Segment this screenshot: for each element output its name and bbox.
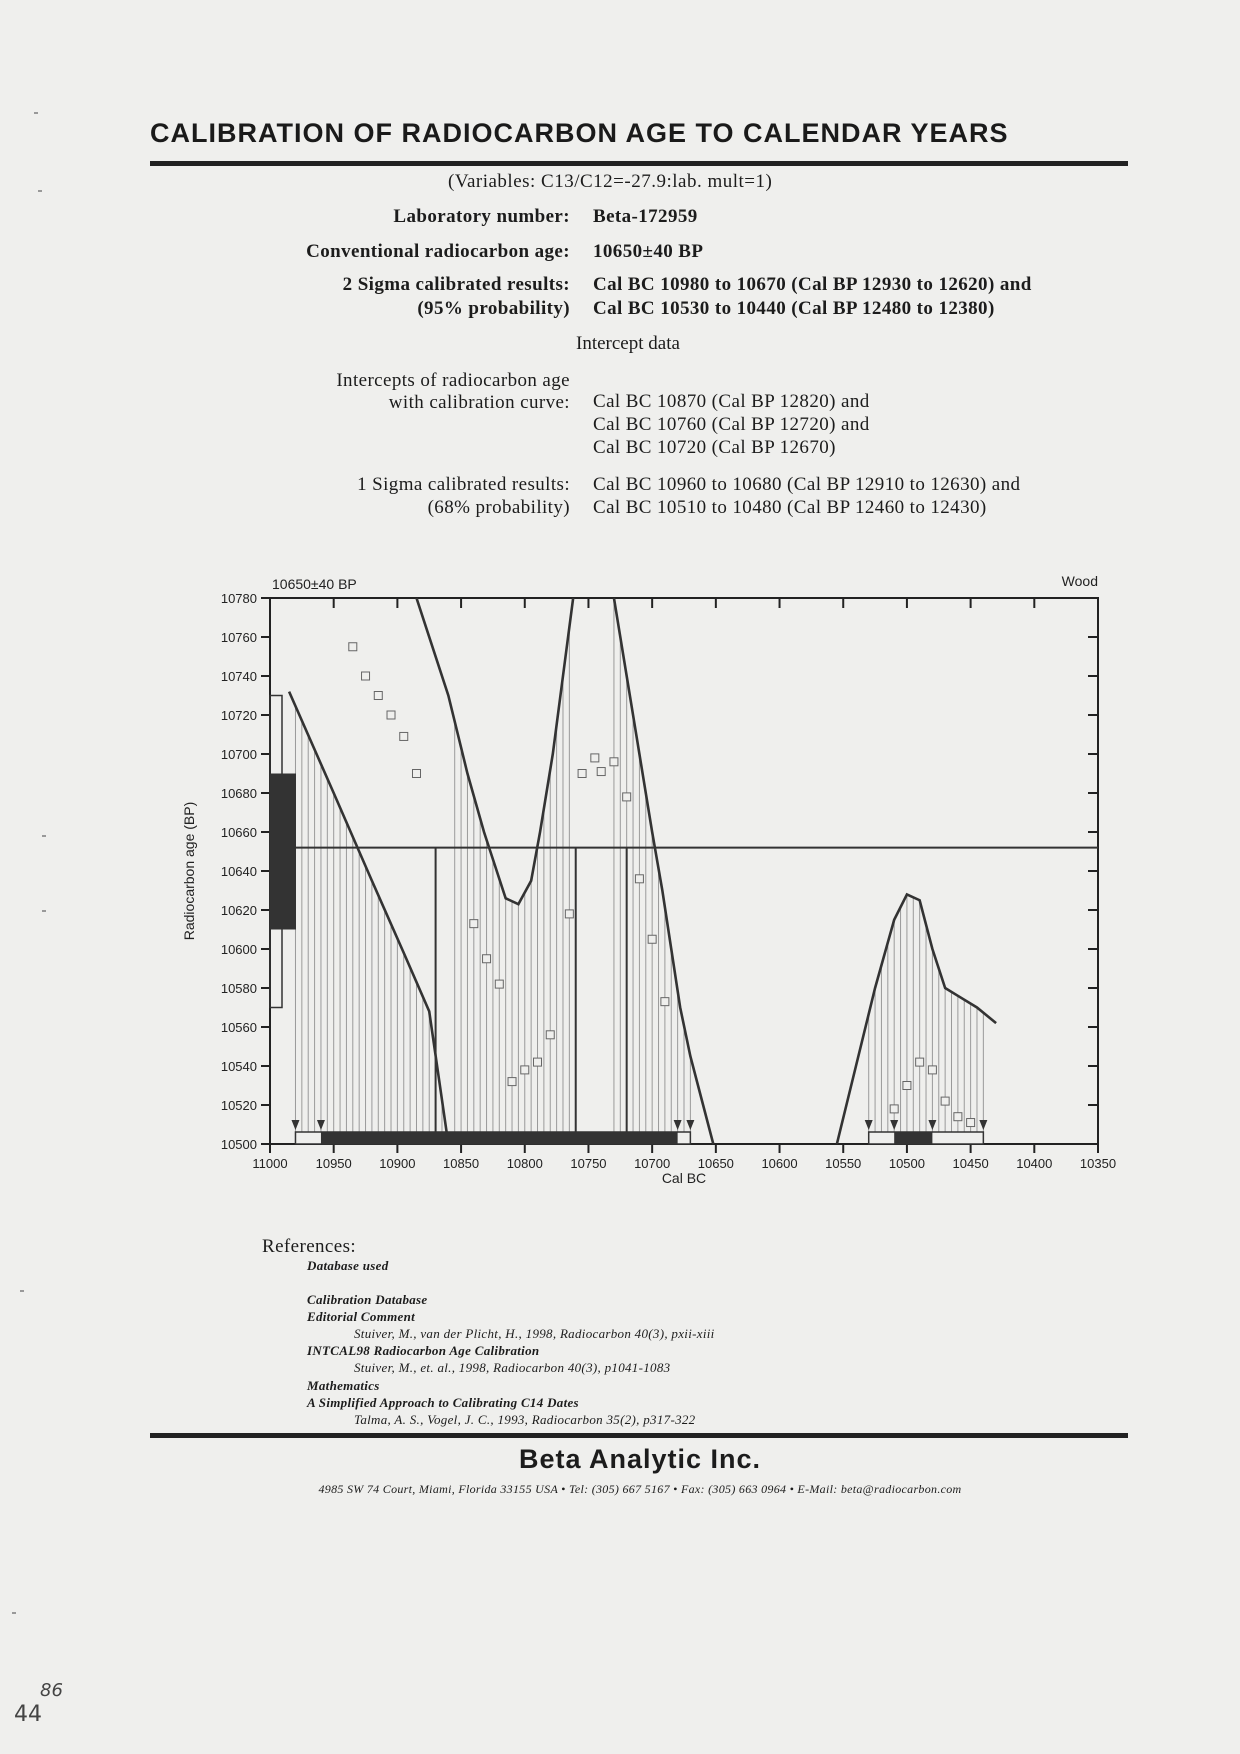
x-tick-label: 10700 (634, 1156, 671, 1171)
y-tick-label: 10780 (220, 591, 257, 606)
range-marker (890, 1120, 898, 1130)
calibration-point (954, 1113, 962, 1121)
calibration-curve (289, 598, 996, 1144)
range-marker (865, 1120, 873, 1130)
y-tick-label: 10760 (220, 630, 257, 645)
lab-number-label: Laboratory number: (393, 206, 570, 227)
scan-speck (12, 1612, 16, 1614)
y-axis-label: Radiocarbon age (BP) (181, 801, 197, 941)
x-tick-label: 10950 (315, 1156, 352, 1171)
intercept-line2: Cal BC 10760 (Cal BP 12720) and (593, 414, 870, 435)
two-sigma-line1: Cal BC 10980 to 10670 (Cal BP 12930 to 12620) and (593, 274, 1032, 295)
calibration-point (349, 643, 357, 651)
x-tick-label: 10350 (1079, 1156, 1117, 1171)
ref-citation-2: Stuiver, M., et. al., 1998, Radiocarbon 40(3), p1041-1083 (354, 1360, 671, 1375)
x-tick-label: 10800 (506, 1156, 543, 1171)
two-sigma-prob: (95% probability) (417, 298, 570, 319)
intercepts-label-1: Intercepts of radiocarbon age (336, 370, 570, 391)
intercept-line3: Cal BC 10720 (Cal BP 12670) (593, 437, 836, 458)
x-tick-label: 10650 (697, 1156, 734, 1171)
calibration-point (412, 770, 420, 778)
calibration-point (635, 875, 643, 883)
calibration-curve-segment (837, 894, 996, 1144)
x-tick-label: 10850 (442, 1156, 480, 1171)
x-tick-label: 10750 (570, 1156, 607, 1171)
calibration-point (534, 1058, 542, 1066)
calibration-point (400, 732, 408, 740)
range-marker (291, 1120, 299, 1130)
variables-line: (Variables: C13/C12=-27.9:lab. mult=1) (448, 171, 773, 192)
calibration-curve-segment (614, 598, 713, 1144)
x-axis-label: Cal BC (661, 1170, 707, 1186)
calibration-point (890, 1105, 898, 1113)
y-tick-label: 10600 (220, 942, 257, 957)
x-tick-label: 10500 (888, 1156, 926, 1171)
two-sigma-label: 2 Sigma calibrated results: (342, 274, 570, 295)
sigma1-age-band (270, 774, 296, 930)
ref-intcal: INTCAL98 Radiocarbon Age Calibration (307, 1343, 540, 1358)
one-sigma-line1: Cal BC 10960 to 10680 (Cal BP 12910 to 12630) and (593, 474, 1021, 495)
calibration-point (591, 754, 599, 762)
calibration-point (928, 1066, 936, 1074)
y-tick-label: 10560 (220, 1020, 257, 1035)
calibration-point (648, 935, 656, 943)
calibration-point (495, 980, 503, 988)
x-tick-label: 10550 (825, 1156, 862, 1171)
range-marker (928, 1120, 936, 1130)
report-title: CALIBRATION OF RADIOCARBON AGE TO CALENDAR YEARS (150, 118, 1009, 148)
x-tick-label: 11000 (252, 1156, 288, 1171)
y-tick-label: 10640 (220, 864, 257, 879)
y-tick-label: 10680 (220, 786, 257, 801)
ref-citation-1: Stuiver, M., van der Plicht, H., 1998, Radiocarbon 40(3), pxii-xiii (354, 1326, 715, 1341)
handwritten-page-b: 44 (14, 1702, 42, 1727)
y-tick-label: 10740 (220, 669, 257, 684)
y-tick-label: 10660 (220, 825, 257, 840)
ref-mathematics: Mathematics (307, 1378, 380, 1393)
calibration-point (374, 692, 382, 700)
calibration-point (565, 910, 573, 918)
conv-age-value: 10650±40 BP (593, 241, 704, 262)
ref-database-used: Database used (307, 1258, 389, 1273)
handwritten-page-a: 86 (40, 1680, 63, 1701)
references-heading: References: (262, 1236, 357, 1257)
calibration-point (597, 768, 605, 776)
calibration-curve-segment (416, 598, 573, 904)
ref-editorial: Editorial Comment (307, 1309, 416, 1324)
calibration-point (362, 672, 370, 680)
calibration-point (623, 793, 631, 801)
one-sigma-line2: Cal BC 10510 to 10480 (Cal BP 12460 to 12430) (593, 497, 987, 518)
scan-speck (38, 190, 42, 192)
calibration-point (483, 955, 491, 963)
one-sigma-prob: (68% probability) (427, 497, 570, 518)
x-tick-label: 10450 (952, 1156, 989, 1171)
x-tick-label: 10600 (761, 1156, 798, 1171)
company-name: Beta Analytic Inc. (518, 1444, 762, 1474)
calibration-point (903, 1082, 911, 1090)
sigma1-range (894, 1132, 932, 1144)
ref-calibration-db: Calibration Database (307, 1292, 428, 1307)
ref-citation-3: Talma, A. S., Vogel, J. C., 1993, Radiocarbon 35(2), p317-322 (354, 1412, 696, 1427)
chart-title: 10650±40 BP (272, 576, 357, 592)
calibration-point (546, 1031, 554, 1039)
scan-speck (20, 1290, 24, 1292)
one-sigma-label: 1 Sigma calibrated results: (357, 474, 570, 495)
conv-age-label: Conventional radiocarbon age: (306, 241, 570, 262)
calibration-point (967, 1119, 975, 1127)
intercept-heading: Intercept data (576, 333, 680, 354)
y-tick-label: 10540 (220, 1059, 257, 1074)
company-address: 4985 SW 74 Court, Miami, Florida 33155 USA • Tel: (305) 667 5167 • Fax: (305) 663 0964 • E-Mail: beta@radiocarbon.com (318, 1482, 962, 1496)
calibration-point (508, 1078, 516, 1086)
calibration-point (387, 711, 395, 719)
scan-speck (42, 835, 46, 837)
two-sigma-line2: Cal BC 10530 to 10440 (Cal BP 12480 to 12380) (593, 298, 995, 319)
intercepts-label-2: with calibration curve: (388, 392, 570, 413)
y-tick-label: 10520 (220, 1098, 257, 1113)
y-tick-label: 10720 (220, 708, 257, 723)
x-tick-label: 10900 (379, 1156, 416, 1171)
range-marker (317, 1120, 325, 1130)
y-tick-label: 10580 (220, 981, 257, 996)
y-tick-label: 10620 (220, 903, 257, 918)
probability-fill-lines (295, 598, 983, 1144)
lab-number-value: Beta-172959 (593, 206, 698, 227)
chart-material: Wood (1061, 573, 1098, 589)
range-marker (686, 1120, 694, 1130)
calibration-point (470, 920, 478, 928)
calibration-point (521, 1066, 529, 1074)
footer-rule (150, 1433, 1128, 1438)
calibration-point (610, 758, 618, 766)
range-marker (674, 1120, 682, 1130)
calibration-point (661, 998, 669, 1006)
x-tick-label: 10400 (1016, 1156, 1053, 1171)
calibration-curve-segment (289, 692, 448, 1144)
scan-speck (42, 910, 46, 912)
y-tick-label: 10700 (220, 747, 257, 762)
calibration-point (916, 1058, 924, 1066)
ref-simplified: A Simplified Approach to Calibrating C14 Dates (307, 1395, 579, 1410)
y-tick-label: 10500 (220, 1137, 257, 1152)
intercept-line1: Cal BC 10870 (Cal BP 12820) and (593, 391, 870, 412)
scan-speck (34, 112, 38, 114)
calibration-point (578, 770, 586, 778)
range-marker (979, 1120, 987, 1130)
calibration-point (941, 1097, 949, 1105)
sigma1-range (321, 1132, 678, 1144)
